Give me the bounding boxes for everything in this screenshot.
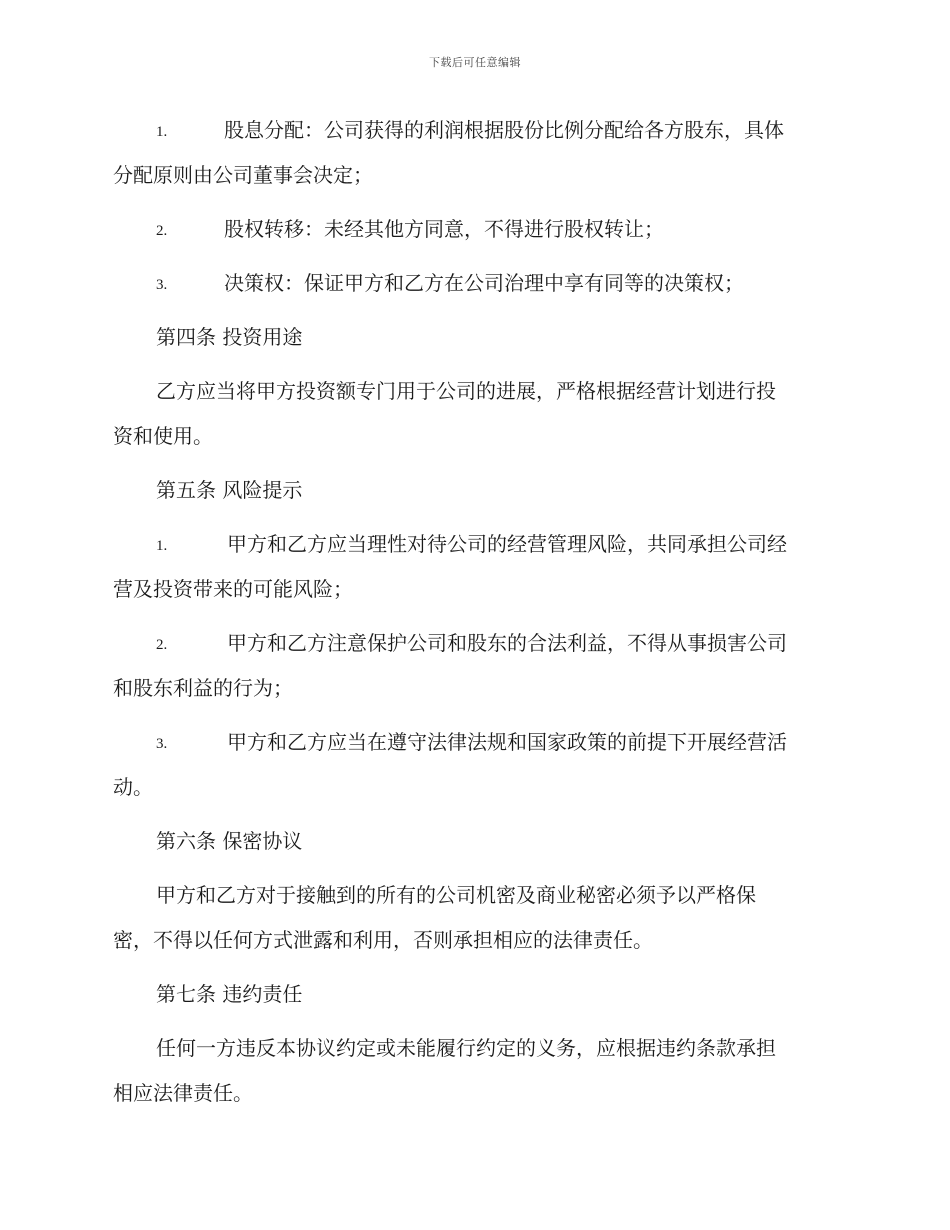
list-item-continuation: 营及投资带来的可能风险；: [113, 577, 353, 601]
list-number: 1.: [156, 538, 168, 554]
paragraph-line: 资和使用。: [113, 424, 213, 448]
list-number: 1.: [156, 124, 168, 140]
list-item: [113, 621, 835, 666]
list-item: [113, 522, 835, 567]
list-item: [113, 108, 835, 153]
list-text: 甲方和乙方应当理性对待公司的经营管理风险，共同承担公司经: [227, 532, 787, 556]
list-number: 2.: [156, 223, 168, 239]
paragraph-line: 甲方和乙方对于接触到的所有的公司机密及商业秘密必须予以严格保: [156, 883, 756, 907]
list-item-continuation: 动。: [113, 775, 153, 799]
list-item: [113, 261, 835, 306]
paragraph-line: 任何一方违反本协议约定或未能履行约定的义务，应根据违约条款承担: [156, 1036, 776, 1060]
page-header: 下载后可任意编辑: [429, 56, 521, 69]
article-heading: 第四条 投资用途: [156, 325, 303, 349]
list-text: 股权转移：未经其他方同意，不得进行股权转让；: [224, 217, 664, 241]
list-text: 甲方和乙方应当在遵守法律法规和国家政策的前提下开展经营活: [227, 730, 787, 754]
article-heading: 第五条 风险提示: [156, 478, 303, 502]
list-text: 决策权：保证甲方和乙方在公司治理中享有同等的决策权；: [224, 271, 744, 295]
list-text: 甲方和乙方注意保护公司和股东的合法利益，不得从事损害公司: [227, 631, 787, 655]
list-text: 股息分配：公司获得的利润根据股份比例分配给各方股东，具体: [224, 118, 784, 142]
list-item: [113, 207, 835, 252]
paragraph-line: 乙方应当将甲方投资额专门用于公司的进展，严格根据经营计划进行投: [156, 379, 776, 403]
list-item: [113, 720, 835, 765]
paragraph-line: 密，不得以任何方式泄露和利用，否则承担相应的法律责任。: [113, 928, 653, 952]
paragraph-line: 相应法律责任。: [113, 1081, 253, 1105]
list-number: 3.: [156, 736, 168, 752]
article-heading: 第七条 违约责任: [156, 982, 303, 1006]
list-item-continuation: 和股东利益的行为；: [113, 676, 293, 700]
article-heading: 第六条 保密协议: [156, 829, 303, 853]
list-number: 2.: [156, 637, 168, 653]
list-number: 3.: [156, 277, 168, 293]
list-item-continuation: 分配原则由公司董事会决定；: [113, 163, 373, 187]
document-body: [113, 108, 835, 1116]
